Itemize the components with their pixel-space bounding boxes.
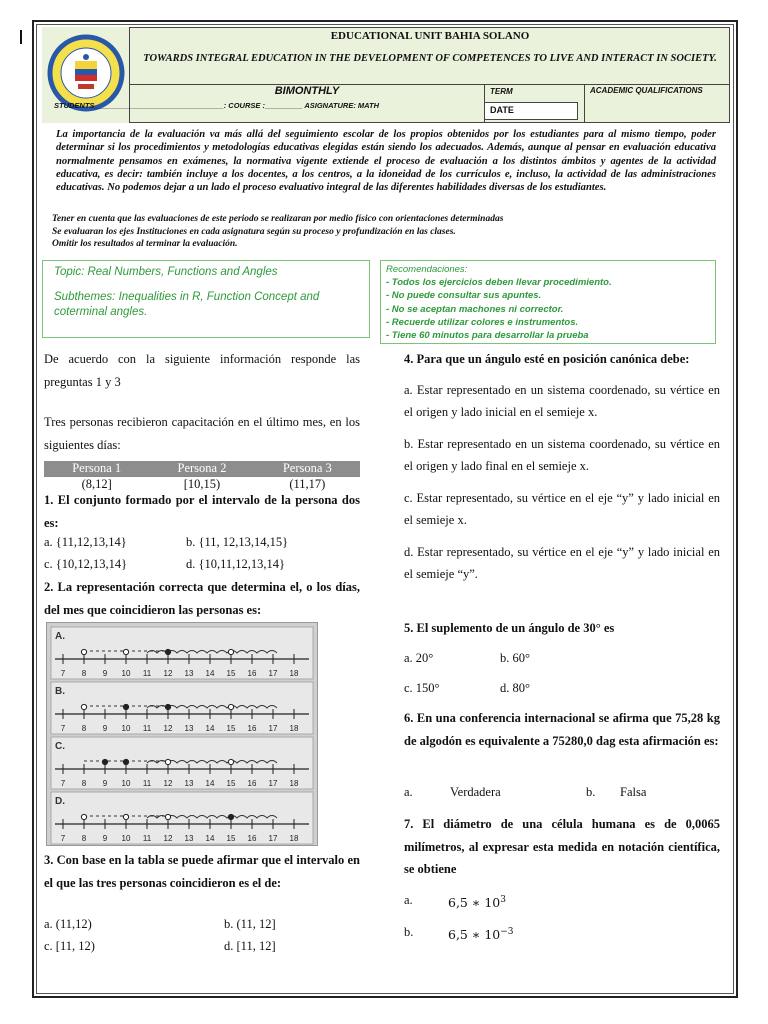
endpoint-dot <box>81 649 86 654</box>
tick-label: 14 <box>205 779 215 788</box>
tick-label: 15 <box>226 779 236 788</box>
question-5-text: 5. El suplemento de un ángulo de 30° es <box>404 621 615 635</box>
rec-item: - Recuerde utilizar colores e instrumentos. <box>386 316 579 328</box>
endpoint-dot <box>165 704 170 709</box>
tick-label: 15 <box>226 724 236 733</box>
students-line: STUDENTS_______________________________: COURSE :_________ ASIGNATURE: MATH <box>54 101 380 110</box>
tick-label: 13 <box>184 779 194 788</box>
q6-option-a: a. <box>404 785 413 799</box>
table-cell: (11,17) <box>255 477 360 493</box>
q4-option-d: d. Estar representado, su vértice en el eje “y” y lado inicial en el semieje “y”. <box>404 544 720 581</box>
rec-item: - Todos los ejercicios deben llevar procedimiento. <box>386 277 612 289</box>
notes <box>52 213 712 251</box>
tick-label: 10 <box>121 724 131 733</box>
endpoint-dot <box>123 814 128 819</box>
question-3-options <box>44 913 360 959</box>
q7-option-a: a. <box>404 893 413 907</box>
tick-label: 10 <box>121 779 131 788</box>
tick-label: 11 <box>142 669 152 678</box>
tick-label: 9 <box>102 779 108 788</box>
note-1: Tener en cuenta que las evaluaciones de este periodo se realizaran por medio físico con orientaciones determinadas <box>52 214 504 224</box>
question-1 <box>44 489 360 534</box>
endpoint-dot <box>165 759 170 764</box>
tick-label: 7 <box>60 724 66 733</box>
question-1-text: 1. El conjunto formado por el intervalo de la persona dos es: <box>44 493 360 530</box>
recommendations-text <box>386 263 712 342</box>
q7-option-a-value <box>448 889 506 915</box>
table-header: Persona 2 <box>149 461 254 477</box>
rec-item: - Tiene 60 minutos para desarrollar la prueba <box>386 330 589 342</box>
q7-option-b: b. <box>404 925 414 939</box>
lead-persons: Tres personas recibieron capacitación en el último mes, en los siguientes días: <box>44 415 360 452</box>
endpoint-dot <box>165 814 170 819</box>
tick-label: 10 <box>121 834 131 843</box>
tick-label: 17 <box>268 779 278 788</box>
tick-label: 14 <box>205 724 215 733</box>
note-2: Se evaluaran los ejes Instituciones en cada asignatura según su proceso y profundización en las clases. <box>52 226 456 237</box>
endpoint-dot <box>102 759 107 764</box>
question-1-options <box>44 531 360 577</box>
tick-label: 14 <box>205 834 215 843</box>
rec-item: - No se aceptan machones ni corrector. <box>386 303 564 315</box>
q1-option-a: a. {11,12,13,14} <box>44 535 127 549</box>
tick-label: 8 <box>81 779 87 788</box>
q3-option-a: a. (11,12) <box>44 917 92 931</box>
tick-label: 17 <box>268 834 278 843</box>
tick-label: 16 <box>247 779 257 788</box>
endpoint-dot <box>81 704 86 709</box>
question-2-text: 2. La representación correcta que determina el, o los días, del mes que coincidieron las personas es: <box>44 580 360 617</box>
tick-label: 12 <box>163 779 173 788</box>
endpoint-dot <box>123 759 128 764</box>
rec-item: - No puede consultar sus apuntes. <box>386 290 542 302</box>
endpoint-dot <box>123 649 128 654</box>
option-label: D. <box>55 796 65 807</box>
topic-text <box>54 265 364 320</box>
table-header: Persona 1 <box>44 461 149 477</box>
question-2 <box>44 576 360 621</box>
tick-label: 14 <box>205 669 215 678</box>
q4-option-b: b. Estar representado en un sistema coordenado, su vértice en el origen y lado final en el semieje x. <box>404 436 720 473</box>
tick-label: 11 <box>142 834 152 843</box>
q7-b-exponent: −3 <box>500 927 514 937</box>
question-6-text: 6. En una conferencia internacional se afirma que 75,28 kg de algodón es equivalente a 75280,0 dag esta afirmación es: <box>404 711 720 748</box>
q1-option-c: c. {10,12,13,14} <box>44 557 128 571</box>
tick-label: 12 <box>163 724 173 733</box>
school-motto: TOWARDS INTEGRAL EDUCATION IN THE DEVELOPMENT OF COMPETENCES TO LIVE AND INTERACT IN SOCIETY. <box>143 53 717 64</box>
table-cell: [10,15) <box>149 477 254 493</box>
number-lines-figure <box>47 623 317 845</box>
school-name: EDUCATIONAL UNIT BAHIA SOLANO <box>330 30 530 42</box>
tick-label: 10 <box>121 669 131 678</box>
bimonthly-title: BIMONTHLY <box>274 85 340 97</box>
tick-label: 18 <box>289 834 299 843</box>
q3-option-d: d. [11, 12] <box>224 939 276 953</box>
tick-label: 13 <box>184 669 194 678</box>
tick-label: 15 <box>226 834 236 843</box>
q7-a-base: 6,5 ∗ 10 <box>448 895 501 911</box>
q5-option-b: b. 60° <box>500 651 530 665</box>
question-3 <box>44 849 360 894</box>
tick-label: 8 <box>81 834 87 843</box>
bottom-rule <box>32 996 738 998</box>
question-7 <box>404 813 720 953</box>
persons-table <box>44 461 360 492</box>
text-cursor <box>20 30 22 44</box>
q6-option-a-text: Verdadera <box>450 785 501 799</box>
option-label: C. <box>55 741 65 752</box>
question-4-text: 4. Para que un ángulo esté en posición canónica debe: <box>404 352 690 366</box>
endpoint-dot <box>228 649 233 654</box>
tick-label: 17 <box>268 669 278 678</box>
question-3-text: 3. Con base en la tabla se puede afirmar que el intervalo en el que las tres personas coincidieron es el de: <box>44 853 360 890</box>
tick-label: 18 <box>289 669 299 678</box>
tick-label: 18 <box>289 724 299 733</box>
q3-option-b: b. (11, 12] <box>224 917 276 931</box>
tick-label: 8 <box>81 724 87 733</box>
note-3: Omitir los resultados al terminar la evaluación. <box>52 239 238 249</box>
question-6 <box>404 707 720 807</box>
q5-option-a: a. 20° <box>404 651 434 665</box>
q6-option-b: b. <box>586 785 596 799</box>
tick-label: 9 <box>102 834 108 843</box>
endpoint-dot <box>228 704 233 709</box>
endpoint-dot <box>123 704 128 709</box>
endpoint-dot <box>228 814 233 819</box>
topic-title: Topic: Real Numbers, Functions and Angles <box>54 266 278 278</box>
tick-label: 11 <box>142 724 152 733</box>
tick-label: 16 <box>247 724 257 733</box>
q5-option-c: c. 150° <box>404 681 440 695</box>
table-header: Persona 3 <box>255 461 360 477</box>
q7-a-exponent: 3 <box>500 895 506 905</box>
endpoint-dot <box>228 759 233 764</box>
tick-label: 8 <box>81 669 87 678</box>
tick-label: 15 <box>226 669 236 678</box>
question-4 <box>404 348 720 586</box>
tick-label: 18 <box>289 779 299 788</box>
tick-label: 7 <box>60 779 66 788</box>
tick-label: 13 <box>184 724 194 733</box>
tick-label: 9 <box>102 669 108 678</box>
endpoint-dot <box>165 649 170 654</box>
q5-option-d: d. 80° <box>500 681 530 695</box>
endpoint-dot <box>81 814 86 819</box>
tick-label: 12 <box>163 834 173 843</box>
q1-option-d: d. {10,11,12,13,14} <box>186 557 286 571</box>
date-label: DATE <box>490 105 514 115</box>
recommendations-title: Recomendaciones: <box>386 264 468 275</box>
academic-label: ACADEMIC QUALIFICATIONS <box>590 86 703 95</box>
option-label: B. <box>55 686 65 697</box>
q3-option-c: c. [11, 12) <box>44 939 95 953</box>
q4-option-a: a. Estar representado en un sistema coordenado, su vértice en el origen y lado inicial en el semieje x. <box>404 382 720 419</box>
q7-option-b-value <box>448 921 514 947</box>
tick-label: 7 <box>60 834 66 843</box>
tick-label: 13 <box>184 834 194 843</box>
tick-label: 9 <box>102 724 108 733</box>
tick-label: 12 <box>163 669 173 678</box>
topic-subthemes: Subthemes: Inequalities in R, Function Concept and coterminal angles. <box>54 291 320 318</box>
left-column <box>44 348 360 456</box>
q1-option-b: b. {11, 12,13,14,15} <box>186 535 289 549</box>
question-7-text: 7. El diámetro de una célula humana es de 0,0065 milímetros, al expresar esta medida en notación científica, se obtiene <box>404 817 720 876</box>
tick-label: 7 <box>60 669 66 678</box>
option-label: A. <box>55 631 65 642</box>
table-cell: (8,12] <box>44 477 149 493</box>
term-label: TERM <box>490 87 513 96</box>
q6-option-b-text: Falsa <box>620 785 647 799</box>
question-5 <box>404 617 720 707</box>
tick-label: 17 <box>268 724 278 733</box>
number-lines-panel <box>46 622 318 846</box>
q7-b-base: 6,5 ∗ 10 <box>448 927 501 943</box>
tick-label: 16 <box>247 669 257 678</box>
q4-option-c: c. Estar representado, su vértice en el eje “y” y lado inicial en el semieje x. <box>404 490 720 527</box>
lead-info: De acuerdo con la siguiente información responde las preguntas 1 y 3 <box>44 352 360 389</box>
tick-label: 11 <box>142 779 152 788</box>
intro-paragraph: La importancia de la evaluación va más allá del seguimiento escolar de los propios obtenidos por los estudiantes para al mismo tiempo, poder determinar si los procedimientos y metodologías educativas elegidas están siendo los adecuados. Además, aunque al pensar en evaluación educativa normalmente pensamos en exámenes, la normativa vigente extiende el proceso de evaluación a los distintos ámbitos y agentes de la actividad educativa, es decir: también incluye a los docentes, a los centros, a la idoneidad de los currículos e, incluso, la actividad de las administraciones educativas. No podemos dejar a un lado el proceso evaluativo integral de las diferentes habilidades diversas de los estudiantes. <box>56 129 716 194</box>
tick-label: 16 <box>247 834 257 843</box>
